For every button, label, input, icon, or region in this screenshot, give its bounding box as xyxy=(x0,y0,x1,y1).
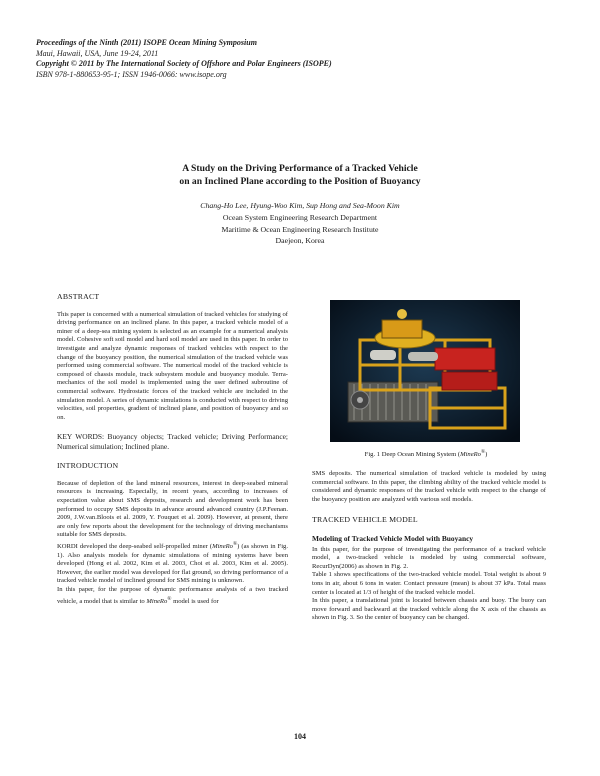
figure-caption xyxy=(300,449,552,458)
intro-paragraph-1: Because of depletion of the land mineral resources, interest in deep-seabed mineral resources is increasing. Especially, in recent years, according to increases of expectation value about SMS deposits, research and development work has been performed to occupy SMS deposits in advance around advanced country (J.P.Feenan. 2009, J.W.van.Bloois et al. 2009, Y. Fouquet et al. 2009). However, at present, there are only few reports about the development for the technology of driving mechanisms suitable for SMS deposits. xyxy=(57,479,288,539)
abstract-body: This paper is concerned with a numerical simulation of tracked vehicles for studying of driving performance on an inclined plane. In this paper, a tracked vehicle model of a miner of a deep-sea mining system is selected as an example for a numerical analysis model. Cohesive soft soil model and hard soil model are used in this paper. In order to investigate and analyze dynamic responses of tracked vehicles with respect to the change of the buoyancy position, the numerical simulation of the tracked vehicle was performed using commercial software. The numerical model of the tracked vehicle is composed of chassis module, track subsystem module and buoyancy module. Terra-mechanics of the soil model is implemented using the user defined subroutine of commercial software. Hydrostatic forces of the tracked vehicle are included in the simulation model. A series of dynamic simulations is conducted with respect to driving velocities, soil properties, gradient of inclined plane, and position of buoyancy and so on. xyxy=(57,310,288,421)
header-line-2: Maui, Hawaii, USA, June 19-24, 2011 xyxy=(36,48,159,58)
intro-p2-a: KORDI developed the deep-seabed self-propelled miner ( xyxy=(57,543,213,551)
right-paragraph-1: SMS deposits. The numerical simulation of tracked vehicle is modeled by using commercial software. In this paper, the climbing ability of the tracked vehicle model is considered and dynamic responses of the tracked vehicle with respect to the change of the buoyancy position are analyzed with various soil models. xyxy=(312,470,546,503)
abstract-heading: ABSTRACT xyxy=(57,292,100,301)
intro-p3-sup: ® xyxy=(167,595,172,602)
author-city: Daejeon, Korea xyxy=(275,236,325,246)
introduction-heading: INTRODUCTION xyxy=(57,461,119,471)
paper-title xyxy=(0,163,600,188)
intro-p3-a: In this paper, for the purpose of dynamic performance analysis of a two tracked vehicle, a model that is similar to xyxy=(57,586,288,605)
proceedings-header xyxy=(36,38,332,80)
title-line-1: A Study on the Driving Performance of a Tracked Vehicle xyxy=(182,163,418,174)
left-column xyxy=(57,293,288,606)
modeling-subheading: Modeling of Tracked Vehicle Model with Buoyancy xyxy=(312,533,474,543)
right-paragraph-3: Table 1 shows specifications of the two-tracked vehicle model. Total weight is about 9 tons in air, about 6 tons in water. Contact pressure (mean) is about 37 kPa. Total mass center is located at 1/3 of height of the tracked vehicle model. xyxy=(312,571,546,596)
right-paragraph-2: In this paper, for the purpose of investigating the performance of a tracked vehicle model, a two-tracked vehicle is modeled by using commercial software, RecurDyn(2006) as shown in Fig. 2. xyxy=(312,545,546,570)
intro-p2-minero: MineRo xyxy=(212,543,233,551)
header-line-1: Proceedings of the Ninth (2011) ISOPE Ocean Mining Symposium xyxy=(36,38,257,47)
caption-prefix: Fig. 1 Deep Ocean Mining System ( xyxy=(364,451,461,459)
keywords-label: KEY WORDS: xyxy=(57,432,105,442)
keywords xyxy=(57,432,288,451)
page-number: 104 xyxy=(294,732,306,741)
minero-photo xyxy=(330,300,520,442)
tracked-vehicle-heading: TRACKED VEHICLE MODEL xyxy=(312,515,418,525)
intro-paragraph-2 xyxy=(57,540,288,586)
caption-sup: ® xyxy=(480,449,486,455)
intro-p2-sup: ® xyxy=(232,540,238,547)
right-column xyxy=(312,470,546,623)
header-line-4: ISBN 978-1-880653-95-1; ISSN 1946-0066: www.isope.org xyxy=(36,69,227,79)
author-dept: Ocean System Engineering Research Department xyxy=(222,212,378,222)
intro-p3-minero: MineRo xyxy=(146,597,168,605)
intro-paragraph-3 xyxy=(57,586,288,606)
author-institute: Maritime & Ocean Engineering Research Institute xyxy=(221,224,379,234)
caption-suffix: ) xyxy=(485,451,488,459)
intro-p2-b: ) (as shown in Fig. 1). Also analysis models for dynamic simulations of mining systems have been developed (Hong et al. 2002, Kim et al. 2003, Choi et al. 2003, Kim et al. 2005). However, the earlier model was developed for flat ground, so driving performance of a tracked vehicle model of inclined ground for SMS mining is unknown. xyxy=(57,543,288,585)
header-line-3: Copyright © 2011 by The International Society of Offshore and Polar Engineers (ISOPE) xyxy=(36,59,332,68)
right-paragraph-4: In this paper, a translational joint is located between chassis and buoy. The buoy can move forward and backward at the tracked vehicle along the X axis of the chassis as shown in Fig. 3. So the center of buoyancy can be changed. xyxy=(312,597,546,622)
intro-p3-b: model is used for xyxy=(171,597,219,605)
title-line-2: on an Inclined Plane according to the Position of Buoyancy xyxy=(179,175,421,187)
keywords-text: Buoyancy objects; Tracked vehicle; Driving Performance; Numerical simulation; Inclined plane. xyxy=(57,432,288,451)
author-names: Chang-Ho Lee, Hyung-Woo Kim, Sup Hong and Sea-Moon Kim xyxy=(200,201,400,210)
author-block xyxy=(0,200,600,247)
minero-illustration xyxy=(330,300,520,442)
caption-minero: MineRo xyxy=(460,451,481,459)
